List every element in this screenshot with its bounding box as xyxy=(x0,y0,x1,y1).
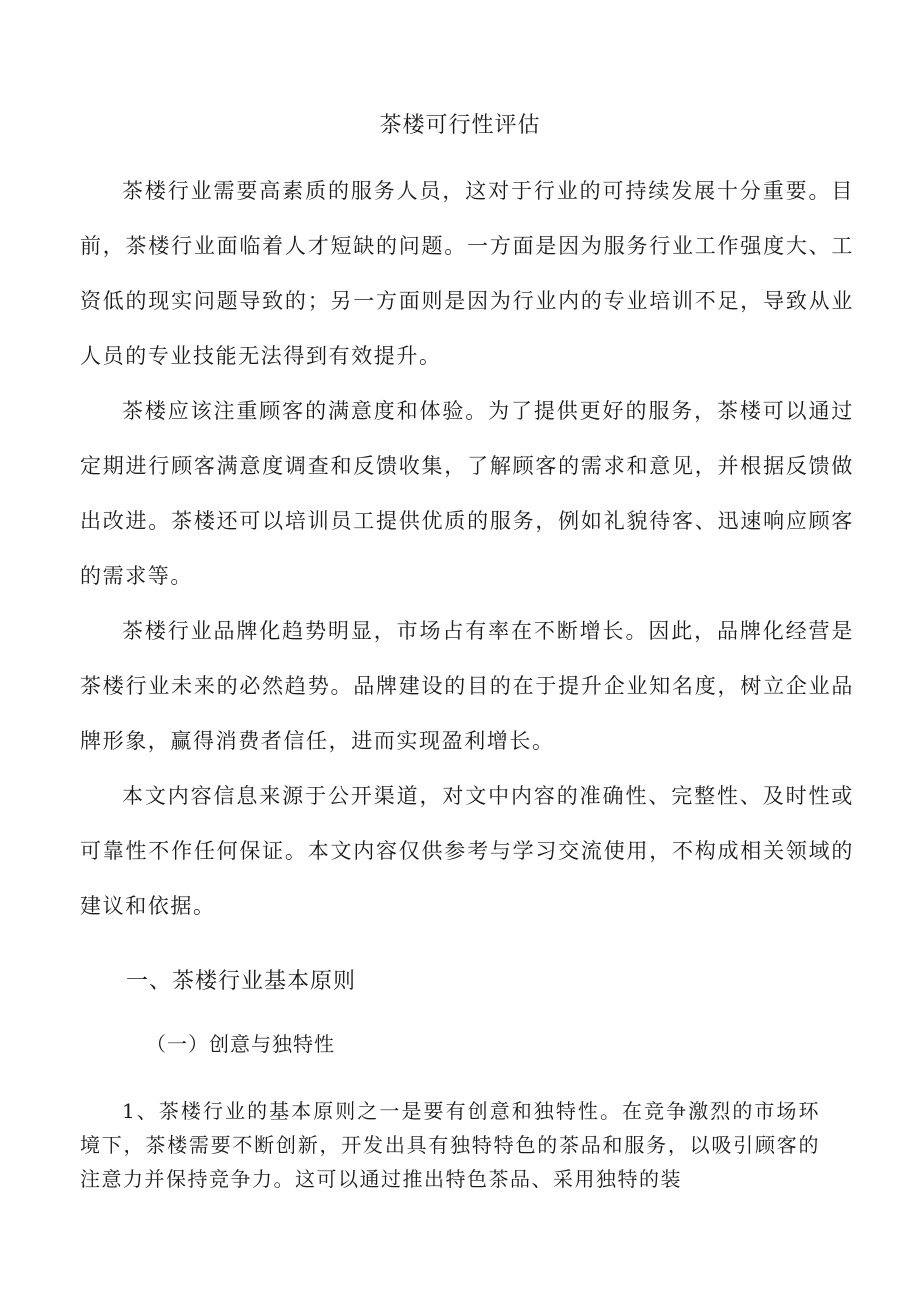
paragraph-customer-satisfaction: 茶楼应该注重顾客的满意度和体验。为了提供更好的服务，茶楼可以通过定期进行顾客满意度调查和反馈收集，了解顾客的需求和意见，并根据反馈做出改进。茶楼还可以培训员工提供优质的服务，例如礼貌待客、迅速响应顾客的需求等。 xyxy=(80,399,854,588)
paragraph-creativity-principle: 1、茶楼行业的基本原则之一是要有创意和独特性。在竞争激烈的市场环境下，茶楼需要不断创新，开发出具有独特特色的茶品和服务，以吸引顾客的注意力并保持竞争力。这可以通过推出特色茶品、采用独特的装 xyxy=(80,1099,820,1191)
paragraph-disclaimer: 本文内容信息来源于公开渠道，对文中内容的准确性、完整性、及时性或可靠性不作任何保证。本文内容仅供参考与学习交流使用，不构成相关领域的建议和依据。 xyxy=(80,784,854,918)
paragraph-talent-shortage: 茶楼行业需要高素质的服务人员，这对于行业的可持续发展十分重要。目前，茶楼行业面临着人才短缺的问题。一方面是因为服务行业工作强度大、工资低的现实问题导致的；另一方面则是因为行业内的专业培训不足，导致从业人员的专业技能无法得到有效提升。 xyxy=(80,179,854,368)
document-title: 茶楼可行性评估 xyxy=(379,113,541,138)
paragraph-branding-trend: 茶楼行业品牌化趋势明显，市场占有率在不断增长。因此，品牌化经营是茶楼行业未来的必然趋势。品牌建设的目的在于提升企业知名度，树立企业品牌形象，赢得消费者信任，进而实现盈利增长。 xyxy=(80,619,854,753)
subsection-heading: （一）创意与独特性 xyxy=(146,1032,335,1056)
section-heading: 一、茶楼行业基本原则 xyxy=(126,969,357,994)
